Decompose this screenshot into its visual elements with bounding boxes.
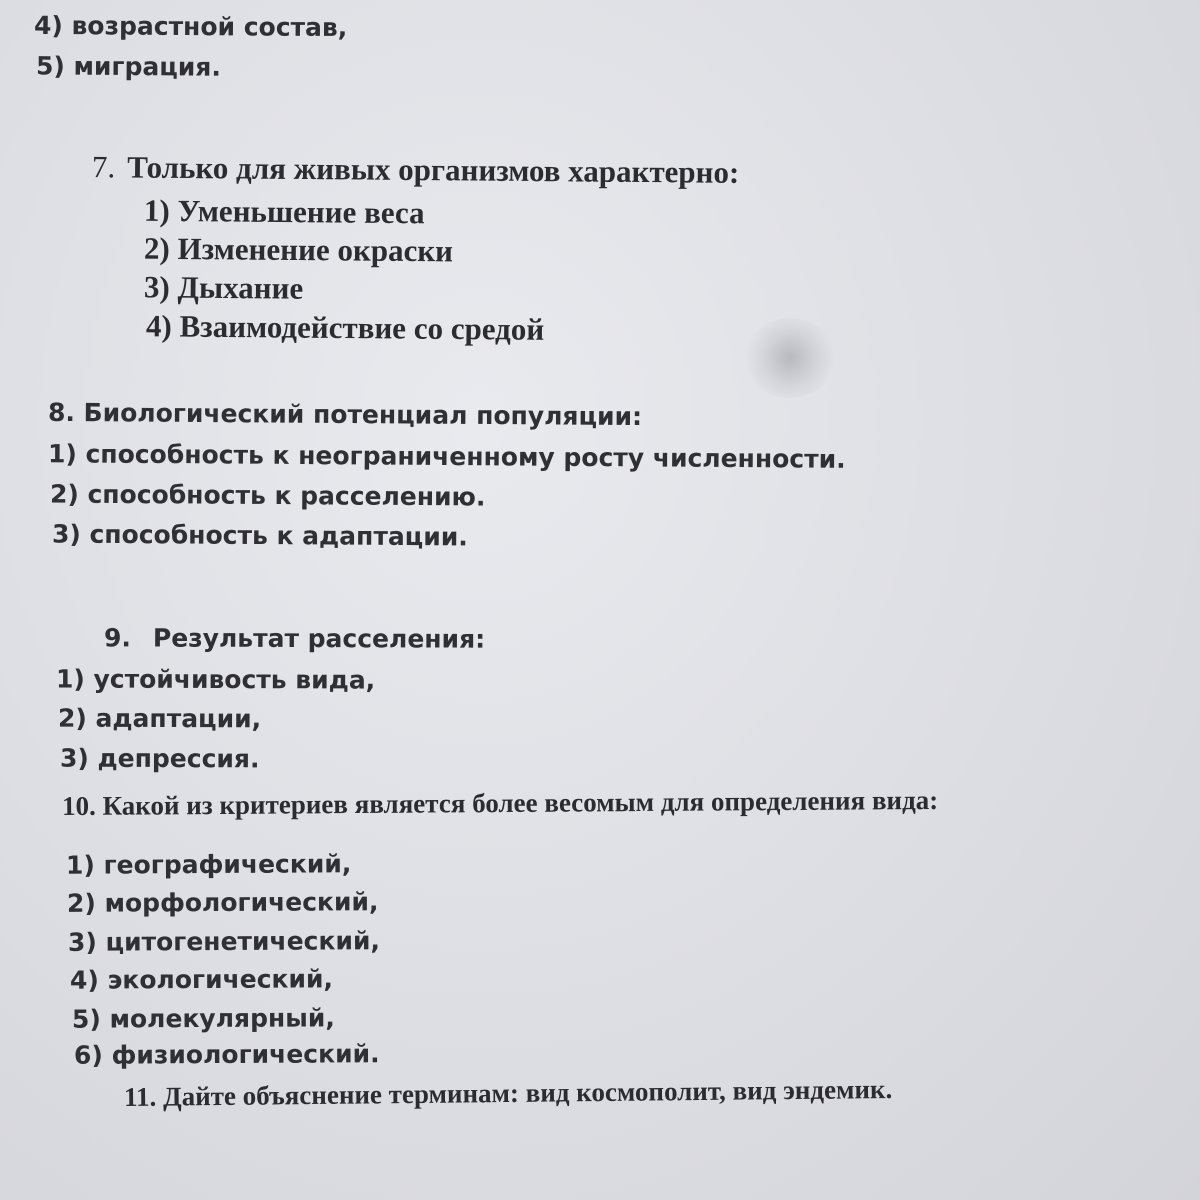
question-7-option-4: 4) Взаимодействие со средой [145, 308, 545, 347]
question-10-option-1: 1) географический, [65, 849, 352, 880]
question-9-option-1: 1) устойчивость вида, [55, 664, 376, 695]
question-7-number: 7. [91, 149, 116, 185]
question-10-option-6: 6) физиологический. [73, 1039, 380, 1070]
question-7-title [92, 149, 740, 191]
question-11-title: 11. Дайте объяснение терминам: вид космополит, вид эндемик. [123, 1073, 893, 1113]
question-9-title [104, 623, 485, 653]
question-7-option-3: 3) Дыхание [143, 269, 304, 306]
prev-option-5: 5) миграция. [35, 51, 222, 82]
question-10-option-3: 3) цитогенетический, [67, 926, 381, 957]
question-9-option-2: 2) адаптации, [57, 703, 262, 734]
question-7-option-2: 2) Изменение окраски [143, 230, 454, 269]
camera-smudge [745, 318, 835, 398]
question-8-option-1: 1) способность к неограниченному росту численности. [47, 439, 846, 474]
prev-option-4: 4) возрастной состав, [33, 10, 348, 43]
question-10-option-4: 4) экологический, [69, 964, 334, 995]
question-10-option-5: 5) молекулярный, [71, 1003, 335, 1034]
question-9-text: Результат расселения: [152, 623, 486, 654]
question-7-option-1: 1) Уменьшение веса [143, 192, 425, 231]
question-10-title: 10. Какой из критериев является более весомым для определения вида: [61, 784, 939, 822]
question-9-number: 9. [103, 623, 131, 653]
question-8-option-3: 3) способность к адаптации. [51, 519, 468, 552]
question-9-option-3: 3) депрессия. [59, 743, 260, 774]
question-8-title: 8. Биологический потенциал популяции: [47, 397, 643, 432]
question-8-option-2: 2) способность к расселению. [49, 479, 486, 512]
question-10-option-2: 2) морфологический, [66, 887, 379, 918]
question-7-text: Только для живых организмов характерно: [127, 149, 740, 190]
